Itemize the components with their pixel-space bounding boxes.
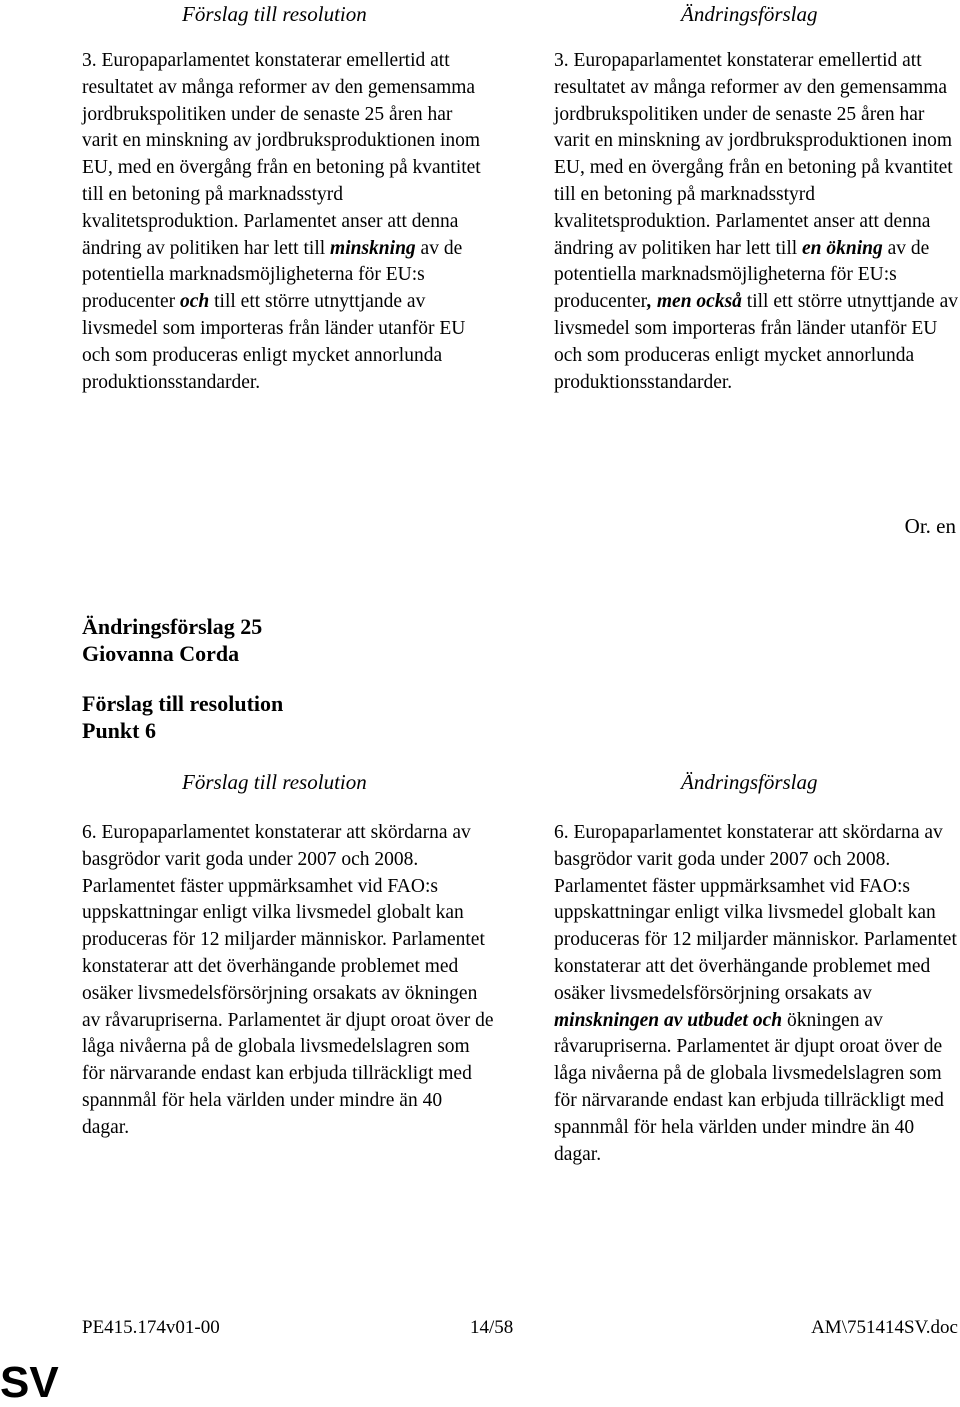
paragraph-text: 3. Europaparlamentet konstaterar emellertid att resultatet av många reformer av den gemensamma jordbrukspolitiken under de senaste 25 åren har varit en minskning av jordbruksproduktionen inom EU, med en övergång från en betoning på kvantitet till en betoning på marknadsstyrd kvalitetsproduktion. Parlamentet anser att denna ändring av politiken har lett till: [82, 50, 481, 259]
left-column-heading: Förslag till resolution: [182, 2, 367, 26]
footer-page-number: 14/58: [470, 1317, 514, 1338]
paragraph-text: 6. Europaparlamentet konstaterar att skördarna av basgrödor varit goda under 2007 och 2008. Parlamentet fäster uppmärksamhet vid FAO:s uppskattningar enligt vilka livsmedel globalt kan produceras för 12 miljarder människor. Parlamentet konstaterar att det överhängande problemet med osäker livsmedelsförsörjning orsakats av ökningen av råvarupriserna. Parlamentet är djupt oroat över de låga nivåerna på de globala livsmedelslagren som för närvarande endast kan erbjuda tillräckligt med spannmål för hela världen under mindre än 40 dagar.: [82, 822, 494, 1138]
paragraph-text: 6. Europaparlamentet konstaterar att skördarna av basgrödor varit goda under 2007 och 2008. Parlamentet fäster uppmärksamhet vid FAO:s uppskattningar enligt vilka livsmedel globalt kan produceras för 12 miljarder människor. Parlamentet konstaterar att det överhängande problemet med osäker livsmedelsförsörjning orsakats av: [554, 822, 957, 1004]
emphasized-text: minskningen av utbudet och: [554, 1009, 783, 1031]
emphasized-text: , men också: [647, 291, 742, 313]
paragraph-text: 3. Europaparlamentet konstaterar emellertid att resultatet av många reformer av den gemensamma jordbrukspolitiken under de senaste 25 åren har varit en minskning av jordbruksproduktionen inom EU, med en övergång från en betoning på kvantitet till en betoning på marknadsstyrd kvalitetsproduktion. Parlamentet anser att denna ändring av politiken har lett till: [554, 50, 953, 259]
right-column-heading: Ändringsförslag: [681, 2, 818, 26]
paragraph-text: till ett större utnyttjande av livsmedel som importeras från länder utanför EU och som produceras enligt mycket annorlunda produktionsstandarder.: [82, 291, 466, 393]
original-paragraph-3: [82, 48, 490, 396]
paragraph-text: av de potentiella marknadsmöjligheterna för EU:s producenter: [554, 237, 930, 313]
original-language-note: Or. en: [904, 514, 956, 538]
amendment-document: Förslag till resolution: [82, 691, 284, 716]
emphasized-text: minskning: [330, 237, 416, 259]
footer-doc-ref: PE415.174v01-00: [82, 1317, 220, 1338]
amended-paragraph-6: [554, 820, 960, 1168]
paragraph-text: till ett större utnyttjande av livsmedel som importeras från länder utanför EU och som produceras enligt mycket annorlunda produktionsstandarder.: [554, 291, 958, 393]
amended-paragraph-3: [554, 48, 960, 396]
right-column-heading-2: Ändringsförslag: [681, 770, 818, 794]
paragraph-text: av de potentiella marknadsmöjligheterna för EU:s producenter: [82, 237, 463, 313]
language-code: SV: [0, 1358, 59, 1407]
emphasized-text: en ökning: [802, 237, 883, 259]
footer-file-ref: AM\751414SV.doc: [811, 1317, 958, 1338]
amendment-author: Giovanna Corda: [82, 641, 240, 666]
amendment-point: Punkt 6: [82, 718, 156, 743]
amendment-number: Ändringsförslag 25: [82, 614, 263, 639]
original-paragraph-6: [82, 820, 494, 1142]
paragraph-text: ökningen av råvarupriserna. Parlamentet är djupt oroat över de låga nivåerna på de globala livsmedelslagren som för närvarande endast kan erbjuda tillräckligt med spannmål för hela världen under mindre än 40 dagar.: [554, 1009, 944, 1165]
emphasized-text: och: [180, 291, 210, 313]
left-column-heading-2: Förslag till resolution: [182, 770, 367, 794]
